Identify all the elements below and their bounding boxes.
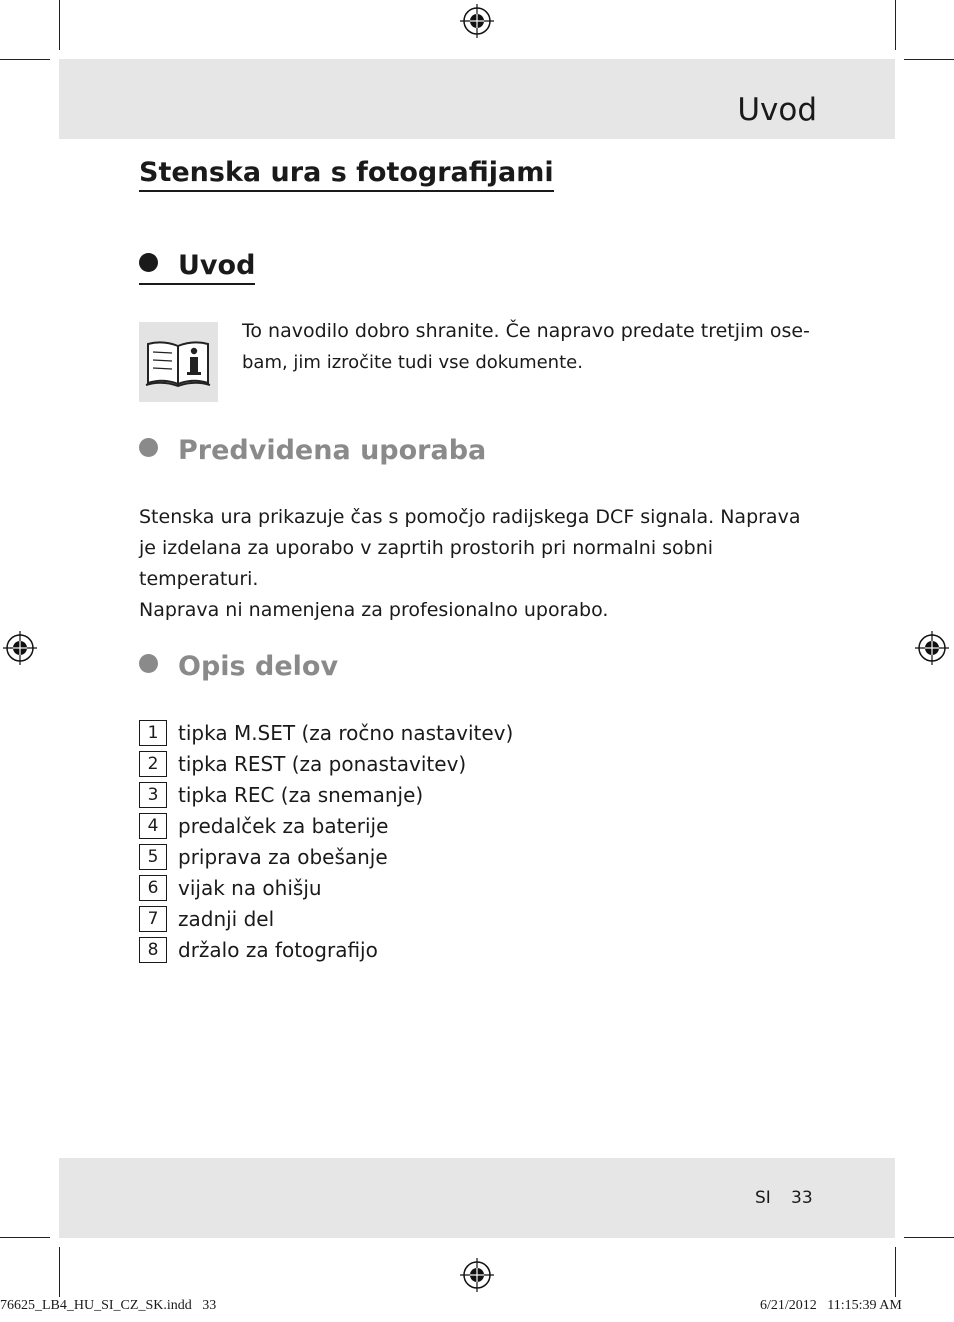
part-label: tipka M.SET (za ročno nastavitev) [178, 721, 514, 745]
part-label: tipka REST (za ponastavitev) [178, 752, 467, 776]
part-number: 8 [139, 937, 167, 963]
crop-mark [904, 59, 954, 60]
document-title: Stenska ura s fotografijami [139, 157, 554, 192]
registration-mark-icon [3, 631, 37, 665]
part-label: tipka REC (za snemanje) [178, 783, 424, 807]
crop-mark [59, 1247, 60, 1297]
intro-text-line: To navodilo dobro shranite. Če napravo predate tretjim ose- [242, 320, 810, 342]
bullet-dot-icon [139, 253, 158, 272]
page-number: 33 [791, 1188, 813, 1208]
part-number: 2 [139, 751, 167, 777]
crop-mark [0, 59, 50, 60]
intro-text-line: bam, jim izročite tudi vse dokumente. [242, 352, 583, 373]
part-label: predalček za baterije [178, 814, 389, 838]
part-label: vijak na ohišju [178, 876, 322, 900]
crop-mark [895, 1247, 896, 1297]
section-heading-intended-use-label: Predvidena uporaba [178, 435, 487, 466]
part-number: 4 [139, 813, 167, 839]
part-number: 1 [139, 720, 167, 746]
crop-mark [895, 0, 896, 50]
info-book-icon [139, 322, 218, 402]
header-title: Uvod [737, 92, 817, 128]
paragraph-line: Naprava ni namenjena za profesionalno uporabo. [139, 599, 609, 621]
registration-mark-icon [915, 631, 949, 665]
paragraph-line: Stenska ura prikazuje čas s pomočjo radijskega DCF signala. Naprava [139, 506, 801, 528]
part-label: priprava za obešanje [178, 845, 388, 869]
section-heading-intro-label: Uvod [178, 250, 256, 281]
section-heading-parts [139, 651, 338, 682]
crop-mark [0, 1237, 50, 1238]
part-label: zadnji del [178, 907, 275, 931]
section-heading-intended-use [139, 435, 486, 466]
crop-mark [904, 1237, 954, 1238]
bullet-dot-icon [139, 654, 158, 673]
part-number: 6 [139, 875, 167, 901]
part-label: držalo za fotografijo [178, 938, 378, 962]
part-number: 3 [139, 782, 167, 808]
print-slug-timestamp: 6/21/2012 11:15:39 AM [760, 1298, 902, 1313]
paragraph-line: je izdelana za uporabo v zaprtih prostorih pri normalni sobni temperaturi. [139, 537, 714, 590]
print-slug-file: 76625_LB4_HU_SI_CZ_SK.indd 33 [0, 1298, 217, 1313]
bullet-dot-icon [139, 438, 158, 457]
part-number: 5 [139, 844, 167, 870]
registration-mark-icon [460, 1258, 494, 1292]
intro-text [242, 316, 832, 378]
footer-language: SI [755, 1188, 771, 1208]
section-heading-parts-label: Opis delov [178, 651, 339, 682]
part-number: 7 [139, 906, 167, 932]
intended-use-paragraph [139, 502, 829, 626]
section-heading-intro [139, 250, 255, 285]
registration-mark-icon [460, 4, 494, 38]
crop-mark [59, 0, 60, 50]
